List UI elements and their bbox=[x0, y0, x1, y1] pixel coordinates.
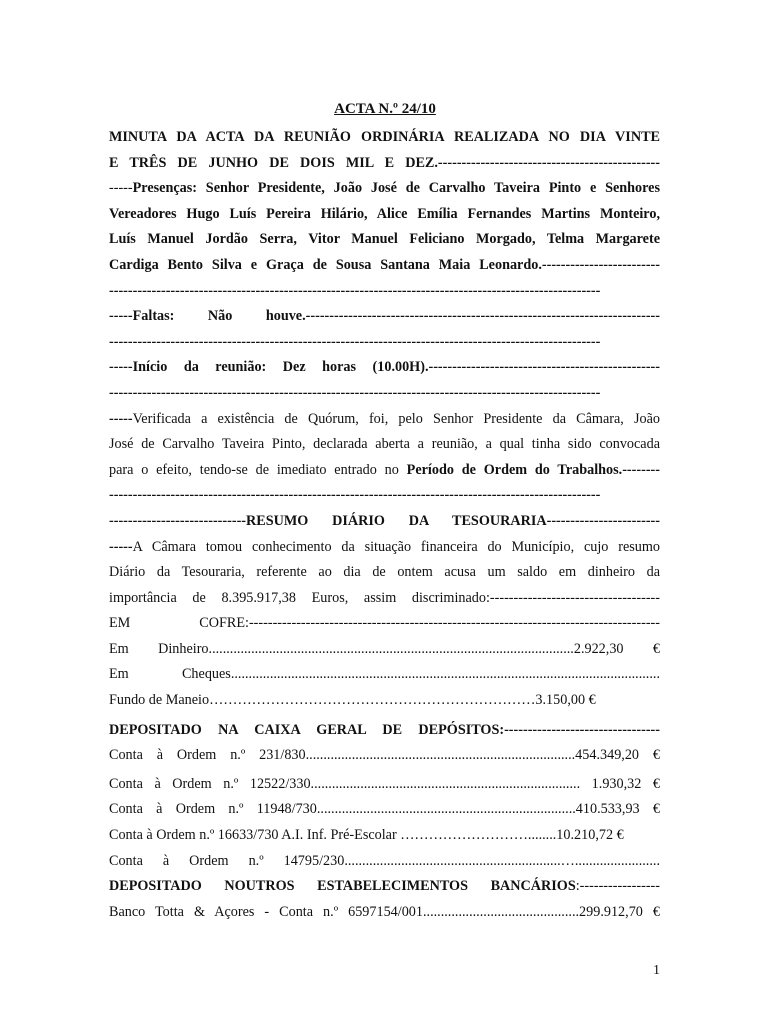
dash-prefix: ----- bbox=[109, 180, 133, 197]
text-span: A Câmara tomou conhecimento da situação financeira do Município, cujo resumo bbox=[132, 538, 660, 555]
heading-text: DEPOSITADO NOUTROS ESTABELECIMENTOS BANCÁRIOS bbox=[109, 878, 576, 895]
text-line: Vereadores Hugo Luís Pereira Hilário, Alice Emília Fernandes Martins Monteiro, bbox=[109, 205, 660, 222]
text-line: importância de 8.395.917,38 Euros, assim discriminado:------------------------------------ bbox=[109, 589, 660, 606]
ledger-line-conta: Conta à Ordem n.º 14795/230.............................................................…........................ bbox=[109, 852, 660, 869]
text-line: MINUTA DA ACTA DA REUNIÃO ORDINÁRIA REALIZADA NO DIA VINTE bbox=[109, 129, 660, 145]
dash-suffix: :----------------- bbox=[575, 878, 660, 895]
ledger-line-conta: Conta à Ordem n.º 231/830............................................................................454.349,20 € bbox=[109, 747, 660, 764]
presencas-label: Presenças bbox=[132, 180, 193, 197]
ledger-line-dinheiro: Em Dinheiro.......................................................................................................2.922,30 € bbox=[109, 640, 660, 657]
ledger-line-fundo-maneio: Fundo de Maneio……………………………………………………………3.150,00 € bbox=[109, 692, 596, 709]
dash-prefix: ----- bbox=[109, 538, 133, 555]
document-title: ACTA N.º 24/10 bbox=[334, 101, 436, 117]
text-line bbox=[109, 407, 660, 433]
ledger-line-cheques: Em Cheques......................................................................................................................... bbox=[109, 666, 660, 683]
text-line: Diário da Tesouraria, referente ao dia de ontem acusa um saldo em dinheiro da bbox=[109, 564, 660, 581]
text-line: Cardiga Bento Silva e Graça de Sousa Santana Maia Leonardo.------------------------- bbox=[109, 256, 660, 273]
em-cofre-line: EM COFRE:--------------------------------------------------------------------------------------- bbox=[109, 615, 660, 632]
ledger-line-conta: Conta à Ordem n.º 11948/730.........................................................................410.533,93 € bbox=[109, 801, 660, 818]
ledger-line-conta: Conta à Ordem n.º 12522/330............................................................................ 1.930,32 € bbox=[109, 775, 660, 792]
inicio-reuniao-line: -----Início da reunião: Dez horas (10.00H).------------------------------------------------- bbox=[109, 359, 660, 376]
ledger-line-conta: Banco Totta & Açores - Conta n.º 6597154/001............................................299.912,70 € bbox=[109, 903, 660, 920]
faltas-line: -----Faltas: Não houve.--------------------------------------------------------------------------- bbox=[109, 308, 660, 325]
page-number: 1 bbox=[653, 963, 660, 978]
section-heading-cgd: DEPOSITADO NA CAIXA GERAL DE DEPÓSITOS:--------------------------------- bbox=[109, 721, 660, 738]
text-span: Verificada a existência de Quórum, foi, pelo Senhor Presidente da Câmara, João bbox=[132, 410, 660, 427]
text-line bbox=[109, 176, 660, 202]
section-heading-tesouraria: -----------------------------RESUMO DIÁRIO DA TESOURARIA------------------------ bbox=[109, 512, 660, 529]
presencas-text: : Senhor Presidente, João José de Carvalho Taveira Pinto e Senhores bbox=[192, 180, 660, 197]
dash-line: -------------------------------------------------------------------------------------------------------- bbox=[109, 384, 601, 401]
dash-line: -------------------------------------------------------------------------------------------------------- bbox=[109, 487, 601, 504]
ledger-line-conta: Conta à Ordem n.º 16633/730 A.I. Inf. Pré-Escolar ………………………........10.210,72 € bbox=[109, 827, 624, 844]
text-span: para o efeito, tendo-se de imediato entrado no bbox=[109, 461, 407, 478]
dash-prefix: ----- bbox=[109, 410, 133, 427]
section-heading-outros-bancos bbox=[109, 874, 660, 900]
text-line: E TRÊS DE JUNHO DE DOIS MIL E DEZ.----------------------------------------------- bbox=[109, 154, 660, 171]
document-body bbox=[109, 125, 660, 925]
text-line bbox=[109, 458, 660, 484]
text-line: José de Carvalho Taveira Pinto, declarada aberta a reunião, a qual tinha sido convocada bbox=[109, 436, 660, 453]
dash-line: -------------------------------------------------------------------------------------------------------- bbox=[109, 282, 601, 299]
dash-line: -------------------------------------------------------------------------------------------------------- bbox=[109, 333, 601, 350]
periodo-ordem-label: Período de Ordem do Trabalhos.-------- bbox=[406, 461, 660, 478]
text-line: Luís Manuel Jordão Serra, Vitor Manuel Feliciano Morgado, Telma Margarete bbox=[109, 231, 660, 248]
text-line bbox=[109, 535, 660, 561]
